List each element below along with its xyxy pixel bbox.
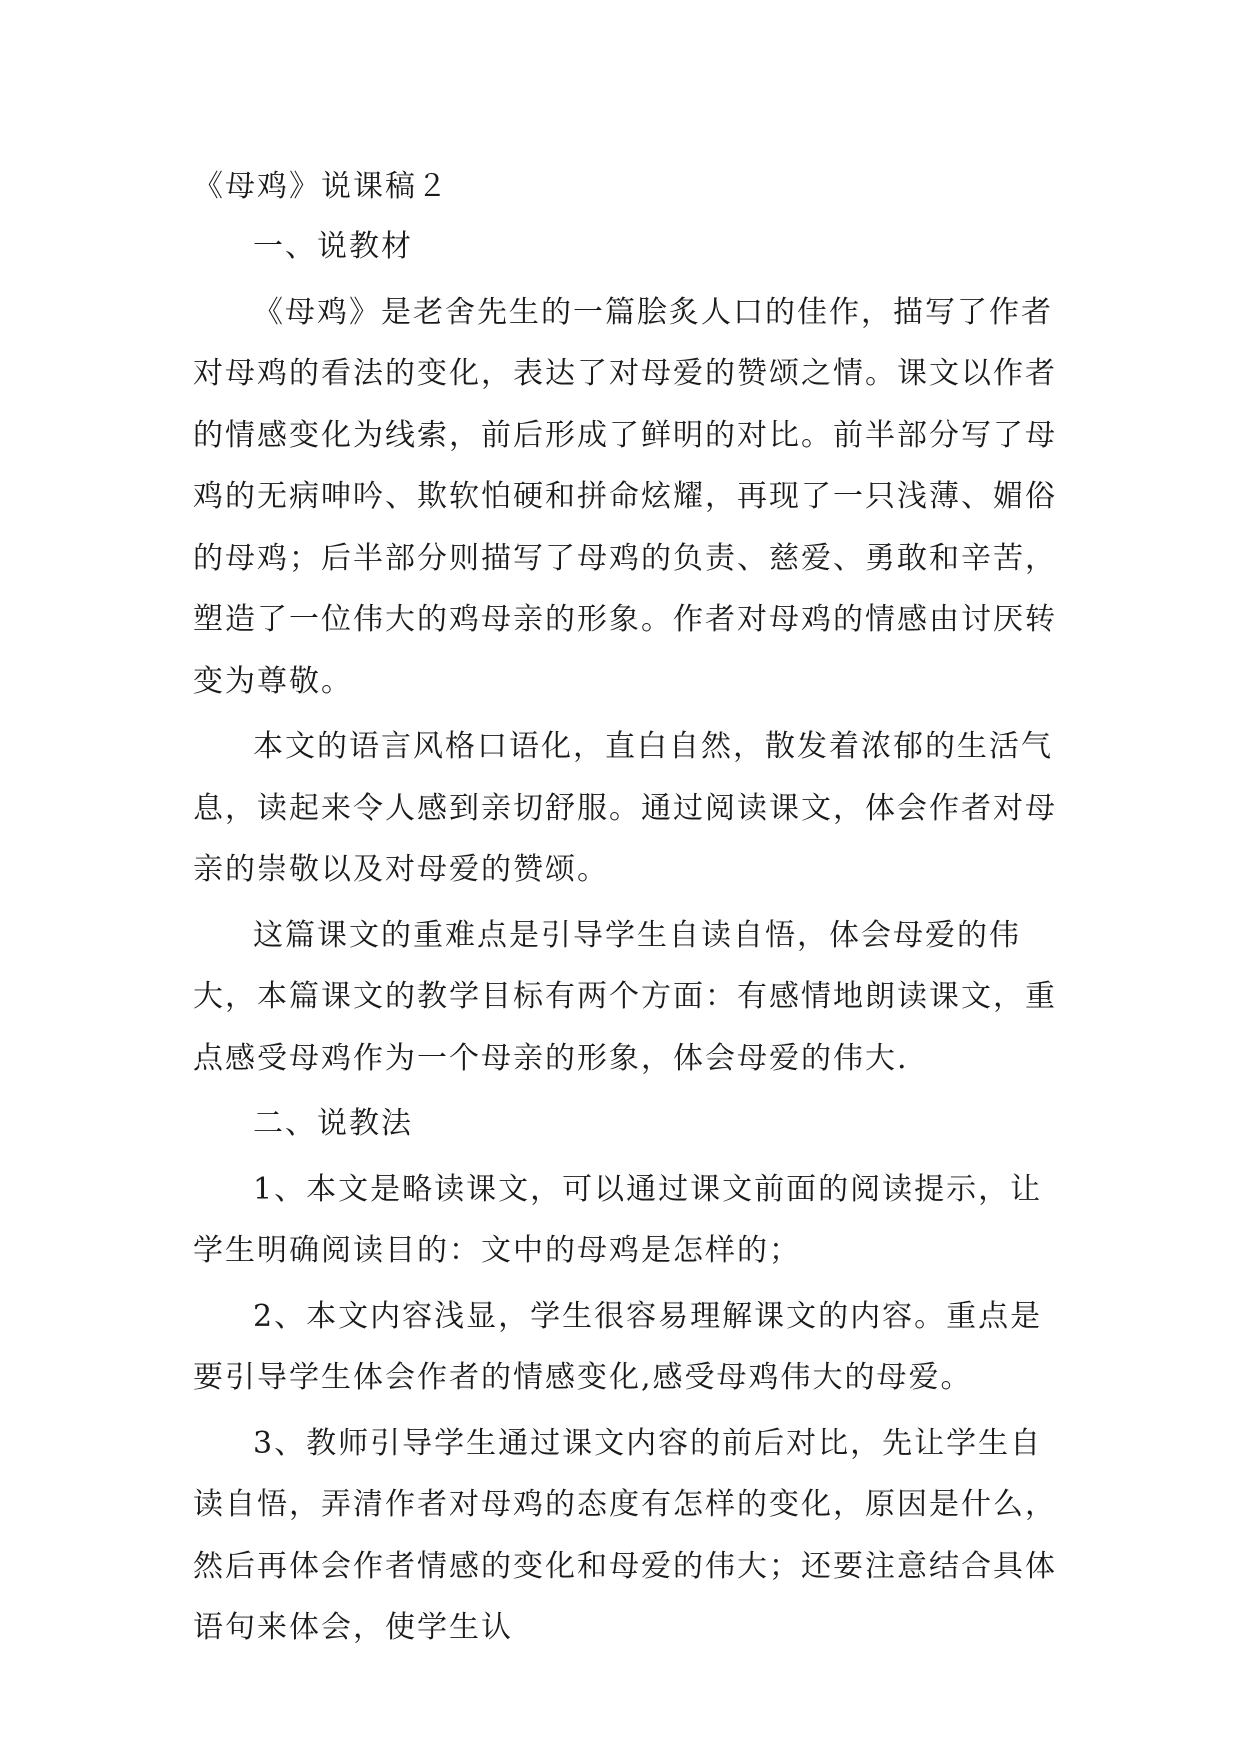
paragraph-teaching-goals: 这篇课文的重难点是引导学生自读自悟，体会母爱的伟大，本篇课文的教学目标有两个方面：有感情地朗读课文，重点感受母鸡作为一个母亲的形象，体会母爱的伟大. [193,917,1057,1076]
document-title: 《母鸡》说课稿２ [193,169,449,204]
section-heading-teaching-method: 二、说教法 [253,1106,413,1141]
paragraph-language-style: 本文的语言风格口语化，直白自然，散发着浓郁的生活气息，读起来令人感到亲切舒服。通过阅读课文，体会作者对母亲的崇敬以及对母爱的赞颂。 [193,729,1057,887]
paragraph-method-1: 1、本文是略读课文，可以通过课文前面的阅读提示，让学生明确阅读目的：文中的母鸡是怎样的； [193,1171,1043,1268]
paragraph-method-3: 3、教师引导学生通过课文内容的前后对比，先让学生自读自悟，弄清作者对母鸡的态度有怎样的变化，原因是什么，然后再体会作者情感的变化和母爱的伟大；还要注意结合具体语句来体会，使学生认 [193,1425,1057,1645]
document-page [193,162,1063,1659]
paragraph-textbook-summary: 《母鸡》是老舍先生的一篇脍炙人口的佳作，描写了作者对母鸡的看法的变化，表达了对母爱的赞颂之情。课文以作者的情感变化为线索，前后形成了鲜明的对比。前半部分写了母鸡的无病呻吟、欺软怕硬和拼命炫耀，再现了一只浅薄、媚俗的母鸡；后半部分则描写了母鸡的负责、慈爱、勇敢和辛苦，塑造了一位伟大的鸡母亲的形象。作者对母鸡的情感由讨厌转变为尊敬。 [193,294,1057,699]
section-heading-textbook: 一、说教材 [253,229,413,264]
paragraph-method-2: 2、本文内容浅显，学生很容易理解课文的内容。重点是要引导学生体会作者的情感变化,感受母鸡伟大的母爱。 [193,1298,1043,1395]
